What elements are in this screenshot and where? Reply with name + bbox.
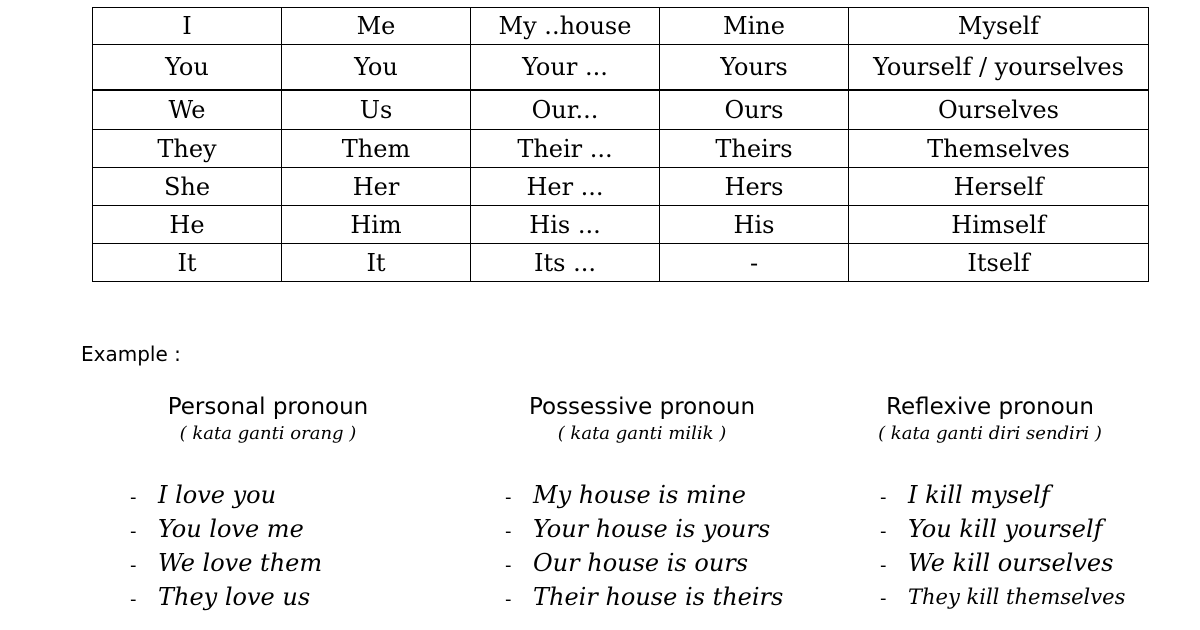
- table-cell: Our...: [471, 90, 660, 130]
- table-cell: Ours: [660, 90, 849, 130]
- list-item: - I love you: [130, 478, 322, 512]
- dash-bullet: -: [505, 487, 512, 508]
- table-cell: Ourselves: [849, 90, 1149, 130]
- table-cell: Them: [282, 130, 471, 168]
- table-cell: Us: [282, 90, 471, 130]
- column-title: Possessive pronoun: [528, 394, 756, 420]
- possessive-examples-list: [505, 478, 783, 614]
- table-cell: I: [93, 8, 282, 45]
- column-subtitle: ( kata ganti diri sendiri ): [878, 423, 1102, 444]
- table-cell: Himself: [849, 206, 1149, 244]
- table-cell: She: [93, 168, 282, 206]
- dash-bullet: -: [130, 487, 137, 508]
- list-item: - Your house is yours: [505, 512, 783, 546]
- dash-bullet: -: [880, 588, 887, 609]
- table-row: [93, 45, 1149, 91]
- table-cell: Herself: [849, 168, 1149, 206]
- column-subtitle: ( kata ganti orang ): [179, 423, 357, 444]
- dash-bullet: -: [130, 589, 137, 610]
- table-cell: Your ...: [471, 45, 660, 91]
- dash-bullet: -: [880, 487, 887, 508]
- personal-pronoun-heading: [118, 392, 418, 446]
- list-item: - We kill ourselves: [880, 546, 1125, 580]
- pronoun-table: [92, 7, 1149, 282]
- table-cell: Me: [282, 8, 471, 45]
- column-subtitle: ( kata ganti milik ): [557, 423, 727, 444]
- table-cell: His: [660, 206, 849, 244]
- table-cell: His ...: [471, 206, 660, 244]
- list-item: - You love me: [130, 512, 322, 546]
- table-cell: My ..house: [471, 8, 660, 45]
- table-cell: -: [660, 244, 849, 282]
- list-item: - Their house is theirs: [505, 580, 783, 614]
- list-item: - They love us: [130, 580, 322, 614]
- table-cell: Theirs: [660, 130, 849, 168]
- table-row: [93, 168, 1149, 206]
- table-cell: It: [93, 244, 282, 282]
- table-cell: Her ...: [471, 168, 660, 206]
- table-cell: Her: [282, 168, 471, 206]
- dash-bullet: -: [505, 589, 512, 610]
- reflexive-examples-list: [880, 478, 1125, 614]
- table-cell: Its ...: [471, 244, 660, 282]
- table-cell: Their ...: [471, 130, 660, 168]
- table-row: [93, 244, 1149, 282]
- table-row: [93, 90, 1149, 130]
- example-label: Example :: [81, 342, 181, 366]
- table-cell: Him: [282, 206, 471, 244]
- table-cell: Yours: [660, 45, 849, 91]
- table-cell: Myself: [849, 8, 1149, 45]
- possessive-pronoun-heading: [492, 392, 792, 446]
- table-cell: You: [282, 45, 471, 91]
- table-row: [93, 206, 1149, 244]
- personal-examples-list: [130, 478, 322, 614]
- dash-bullet: -: [130, 521, 137, 542]
- list-item: - I kill myself: [880, 478, 1125, 512]
- table-cell: He: [93, 206, 282, 244]
- table-cell: They: [93, 130, 282, 168]
- dash-bullet: -: [880, 521, 887, 542]
- table-cell: We: [93, 90, 282, 130]
- table-cell: You: [93, 45, 282, 91]
- table-cell: Themselves: [849, 130, 1149, 168]
- column-title: Reflexive pronoun: [886, 394, 1094, 420]
- dash-bullet: -: [505, 555, 512, 576]
- dash-bullet: -: [505, 521, 512, 542]
- column-title: Personal pronoun: [167, 394, 369, 420]
- table-cell: Yourself / yourselves: [849, 45, 1149, 91]
- table-cell: Hers: [660, 168, 849, 206]
- reflexive-pronoun-heading: [840, 392, 1140, 446]
- dash-bullet: -: [880, 555, 887, 576]
- list-item: - We love them: [130, 546, 322, 580]
- list-item: - They kill themselves: [880, 580, 1125, 614]
- table-cell: Itself: [849, 244, 1149, 282]
- table-cell: It: [282, 244, 471, 282]
- list-item: - Our house is ours: [505, 546, 783, 580]
- table-cell: Mine: [660, 8, 849, 45]
- list-item: - You kill yourself: [880, 512, 1125, 546]
- table-row: [93, 8, 1149, 45]
- table-row: [93, 130, 1149, 168]
- dash-bullet: -: [130, 555, 137, 576]
- list-item: - My house is mine: [505, 478, 783, 512]
